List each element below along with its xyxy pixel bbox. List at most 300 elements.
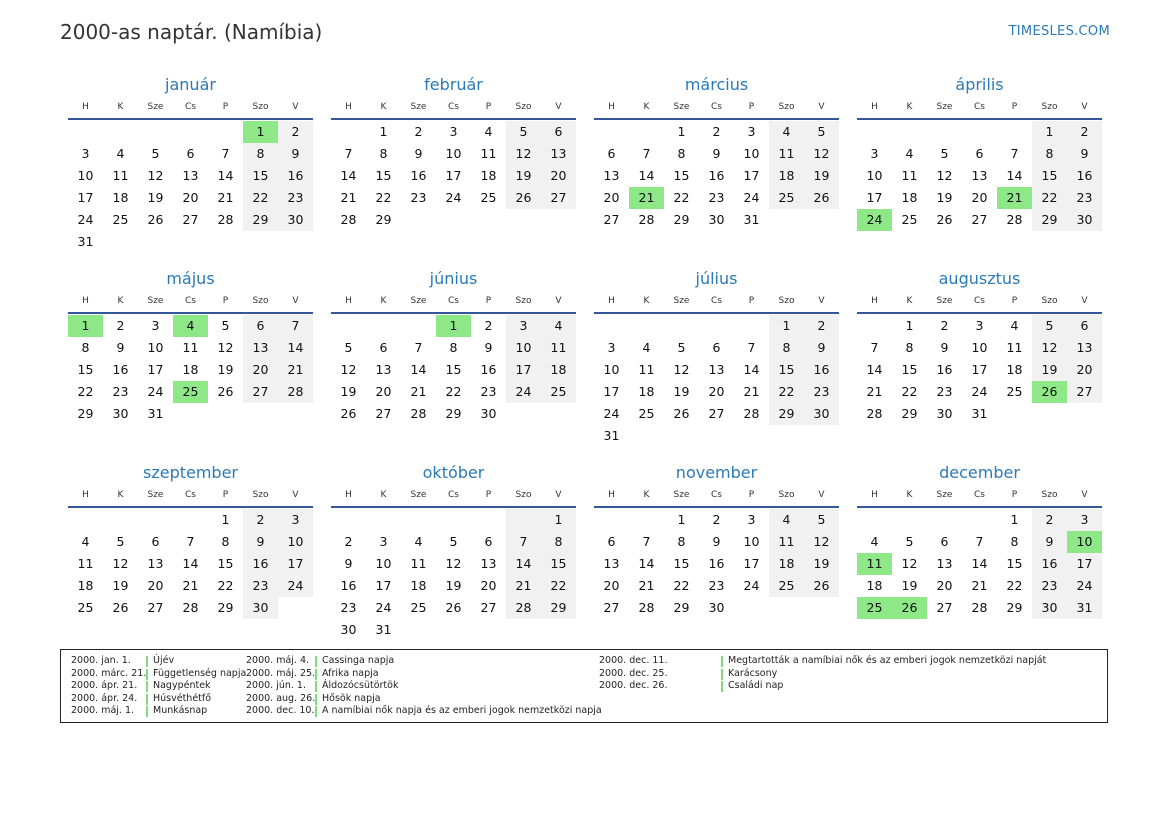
- day-cell: 23: [708, 578, 725, 593]
- day-cell: 18: [541, 359, 576, 381]
- day-grid: [594, 508, 839, 619]
- day-cell: 17: [743, 556, 760, 571]
- day-cell: 27: [603, 600, 620, 615]
- holiday-marker: [315, 694, 317, 705]
- weekday-label: Szo: [778, 296, 795, 306]
- weekday-label: K: [117, 490, 124, 500]
- month-name: március: [684, 75, 749, 94]
- month-block: [594, 268, 839, 447]
- legend-row: [246, 692, 381, 706]
- holiday-day-cell: 11: [857, 553, 892, 575]
- day-cell: 6: [1067, 315, 1102, 337]
- weekday-header-row: [68, 96, 313, 120]
- day-cell: 29: [375, 212, 392, 227]
- day-cell: 24: [743, 190, 760, 205]
- weekday-label: Sze: [410, 296, 427, 306]
- weekday-label: P: [748, 102, 755, 112]
- legend-row: [71, 692, 212, 706]
- holiday-name: Húsvéthétfő: [153, 692, 212, 704]
- day-cell: 23: [480, 384, 497, 399]
- page-title: 2000-as naptár. (Namíbia): [60, 20, 323, 44]
- holiday-date: 2000. ápr. 21.: [71, 680, 138, 692]
- day-cell: 20: [147, 578, 164, 593]
- holiday-name: Újév: [153, 655, 175, 666]
- holiday-name: Áldozócsütörtök: [322, 680, 399, 692]
- day-cell: 1: [1010, 512, 1019, 527]
- weekday-label: Cs: [185, 296, 196, 306]
- day-cell: 23: [112, 384, 129, 399]
- day-cell: 15: [673, 556, 690, 571]
- day-cell: 16: [410, 168, 427, 183]
- weekday-label: P: [485, 102, 492, 112]
- day-cell: 6: [186, 146, 195, 161]
- day-cell: 17: [866, 190, 883, 205]
- legend-row: [246, 680, 399, 693]
- empty-cell: [857, 121, 892, 143]
- day-cell: 5: [804, 121, 839, 143]
- weekday-label: Sze: [936, 296, 953, 306]
- weekday-label: K: [906, 102, 913, 112]
- day-cell: 3: [506, 315, 541, 337]
- day-cell: 1: [221, 512, 230, 527]
- weekday-label: V: [1081, 102, 1088, 112]
- day-cell: 4: [769, 121, 804, 143]
- day-cell: 28: [971, 600, 988, 615]
- holiday-name: A namíbiai nők napja és az emberi jogok nemzetközi napja: [322, 705, 602, 717]
- day-cell: 4: [541, 315, 576, 337]
- day-cell: 16: [243, 553, 278, 575]
- day-cell: 13: [243, 337, 278, 359]
- day-cell: 20: [603, 190, 620, 205]
- day-cell: 17: [1067, 553, 1102, 575]
- day-cell: 22: [243, 187, 278, 209]
- day-cell: 31: [147, 406, 164, 421]
- holiday-name: Afrika napja: [322, 667, 379, 679]
- day-cell: 5: [1032, 315, 1067, 337]
- weekday-header-row: [331, 484, 576, 508]
- weekday-label: P: [748, 296, 755, 306]
- day-cell: 24: [375, 600, 392, 615]
- weekday-label: K: [643, 102, 650, 112]
- holiday-date: 2000. dec. 25.: [599, 667, 668, 679]
- day-cell: 18: [112, 190, 129, 205]
- day-cell: 5: [116, 534, 125, 549]
- holiday-name: Hősök napja: [322, 692, 381, 704]
- weekday-header-row: [594, 96, 839, 120]
- holiday-marker: [721, 681, 723, 692]
- day-cell: 14: [506, 553, 541, 575]
- empty-cell: [208, 121, 243, 143]
- weekday-label: H: [871, 296, 878, 306]
- day-cell: 27: [1067, 381, 1102, 403]
- day-cell: 16: [1067, 165, 1102, 187]
- day-cell: 23: [804, 381, 839, 403]
- day-cell: 28: [340, 212, 357, 227]
- day-cell: 8: [81, 340, 90, 355]
- day-cell: 29: [673, 600, 690, 615]
- day-cell: 23: [1067, 187, 1102, 209]
- day-cell: 16: [1032, 553, 1067, 575]
- holiday-day-cell: 24: [857, 209, 892, 231]
- empty-cell: [401, 315, 436, 337]
- weekday-label: Sze: [673, 296, 690, 306]
- day-cell: 13: [1067, 337, 1102, 359]
- day-cell: 13: [603, 168, 620, 183]
- day-cell: 14: [278, 337, 313, 359]
- day-cell: 6: [975, 146, 984, 161]
- day-cell: 15: [541, 553, 576, 575]
- day-grid: [594, 120, 839, 231]
- weekday-label: Szo: [778, 102, 795, 112]
- day-cell: 3: [449, 124, 458, 139]
- day-cell: 5: [804, 509, 839, 531]
- empty-cell: [331, 315, 366, 337]
- month-name: augusztus: [938, 269, 1021, 288]
- day-cell: 9: [278, 143, 313, 165]
- holiday-day-cell: 21: [997, 187, 1032, 209]
- day-cell: 14: [866, 362, 883, 377]
- day-cell: 8: [1010, 534, 1019, 549]
- day-cell: 22: [375, 190, 392, 205]
- day-cell: 13: [541, 143, 576, 165]
- month-block: [857, 268, 1102, 447]
- day-cell: 1: [769, 315, 804, 337]
- weekday-header-row: [594, 484, 839, 508]
- empty-cell: [401, 509, 436, 531]
- day-cell: 16: [340, 578, 357, 593]
- day-cell: 24: [743, 578, 760, 593]
- day-cell: 22: [445, 384, 462, 399]
- day-cell: 22: [217, 578, 234, 593]
- day-cell: 27: [936, 600, 953, 615]
- day-cell: 27: [375, 406, 392, 421]
- holiday-name: Családi nap: [728, 680, 784, 692]
- day-cell: 13: [603, 556, 620, 571]
- day-grid: [857, 508, 1102, 619]
- day-cell: 7: [870, 340, 879, 355]
- weekday-label: V: [818, 102, 825, 112]
- day-cell: 25: [769, 187, 804, 209]
- legend-column: [599, 655, 1047, 693]
- day-cell: 15: [375, 168, 392, 183]
- day-cell: 4: [769, 509, 804, 531]
- holiday-day-cell: 1: [68, 315, 103, 337]
- day-cell: 2: [278, 121, 313, 143]
- empty-cell: [366, 509, 401, 531]
- empty-cell: [629, 121, 664, 143]
- day-cell: 10: [603, 362, 620, 377]
- empty-cell: [594, 121, 629, 143]
- weekday-header-row: [331, 290, 576, 314]
- day-cell: 10: [866, 168, 883, 183]
- legend-row: [599, 655, 1047, 668]
- day-cell: 22: [901, 384, 918, 399]
- day-cell: 29: [901, 406, 918, 421]
- day-cell: 4: [1010, 318, 1019, 333]
- day-cell: 5: [506, 121, 541, 143]
- holiday-day-cell: 1: [436, 315, 471, 337]
- day-cell: 19: [112, 578, 129, 593]
- empty-cell: [962, 509, 997, 531]
- day-cell: 2: [712, 512, 721, 527]
- empty-cell: [138, 509, 173, 531]
- day-cell: 21: [340, 190, 357, 205]
- day-cell: 31: [375, 622, 392, 637]
- day-cell: 9: [116, 340, 125, 355]
- holiday-marker: [721, 669, 723, 680]
- day-grid: [68, 314, 313, 425]
- day-cell: 6: [712, 340, 721, 355]
- weekday-label: V: [555, 102, 562, 112]
- day-cell: 9: [1067, 143, 1102, 165]
- holiday-date: 2000. jún. 1.: [246, 680, 307, 692]
- day-cell: 3: [379, 534, 388, 549]
- day-cell: 25: [480, 190, 497, 205]
- month-name: május: [166, 269, 215, 288]
- day-grid: [68, 508, 313, 619]
- day-cell: 26: [804, 575, 839, 597]
- weekday-header-row: [68, 484, 313, 508]
- day-cell: 13: [182, 168, 199, 183]
- day-cell: 5: [151, 146, 160, 161]
- empty-cell: [629, 315, 664, 337]
- empty-cell: [699, 315, 734, 337]
- day-cell: 14: [340, 168, 357, 183]
- day-cell: 30: [1032, 597, 1067, 619]
- day-cell: 17: [743, 168, 760, 183]
- empty-cell: [173, 509, 208, 531]
- day-cell: 12: [673, 362, 690, 377]
- day-cell: 11: [769, 143, 804, 165]
- empty-cell: [103, 121, 138, 143]
- day-cell: 15: [673, 168, 690, 183]
- day-cell: 31: [1067, 597, 1102, 619]
- weekday-label: H: [82, 102, 89, 112]
- day-cell: 12: [506, 143, 541, 165]
- month-name: október: [422, 463, 485, 482]
- day-cell: 14: [971, 556, 988, 571]
- weekday-label: Sze: [147, 296, 164, 306]
- month-name: február: [424, 75, 483, 94]
- weekday-label: V: [818, 490, 825, 500]
- day-grid: [331, 120, 576, 231]
- year-calendar: [68, 74, 1102, 641]
- day-cell: 25: [901, 212, 918, 227]
- weekday-label: P: [748, 490, 755, 500]
- day-cell: 26: [445, 600, 462, 615]
- day-cell: 4: [642, 340, 651, 355]
- day-cell: 26: [804, 187, 839, 209]
- weekday-label: Cs: [711, 490, 722, 500]
- day-cell: 4: [870, 534, 879, 549]
- holiday-day-cell: 25: [173, 381, 208, 403]
- weekday-label: Cs: [711, 296, 722, 306]
- day-cell: 22: [1032, 187, 1067, 209]
- day-cell: 26: [936, 212, 953, 227]
- holiday-day-cell: 4: [173, 315, 208, 337]
- day-cell: 30: [936, 406, 953, 421]
- day-cell: 15: [901, 362, 918, 377]
- day-cell: 16: [804, 359, 839, 381]
- day-cell: 15: [77, 362, 94, 377]
- day-cell: 10: [278, 531, 313, 553]
- weekday-label: Cs: [185, 102, 196, 112]
- holiday-marker: [721, 656, 723, 667]
- weekday-label: H: [345, 296, 352, 306]
- weekday-header-row: [857, 96, 1102, 120]
- weekday-label: K: [906, 296, 913, 306]
- day-cell: 12: [147, 168, 164, 183]
- day-cell: 19: [506, 165, 541, 187]
- holiday-name: Karácsony: [728, 667, 778, 679]
- day-cell: 1: [1032, 121, 1067, 143]
- day-cell: 10: [445, 146, 462, 161]
- holiday-date: 2000. dec. 26.: [599, 680, 668, 692]
- day-cell: 4: [484, 124, 493, 139]
- day-cell: 15: [1006, 556, 1023, 571]
- day-cell: 8: [677, 534, 686, 549]
- day-cell: 20: [375, 384, 392, 399]
- day-cell: 22: [1006, 578, 1023, 593]
- day-cell: 31: [77, 234, 94, 249]
- holiday-date: 2000. dec. 11.: [599, 655, 668, 666]
- weekday-label: Szo: [1041, 296, 1058, 306]
- day-cell: 6: [607, 146, 616, 161]
- day-cell: 8: [769, 337, 804, 359]
- holiday-marker: [146, 694, 148, 705]
- brand-link[interactable]: TIMESLES.COM: [1008, 24, 1110, 39]
- day-cell: 24: [147, 384, 164, 399]
- day-cell: 13: [147, 556, 164, 571]
- weekday-label: Sze: [410, 490, 427, 500]
- day-cell: 1: [677, 124, 686, 139]
- day-cell: 29: [77, 406, 94, 421]
- day-cell: 31: [971, 406, 988, 421]
- day-cell: 7: [747, 340, 756, 355]
- day-cell: 29: [1006, 600, 1023, 615]
- day-cell: 8: [221, 534, 230, 549]
- weekday-label: K: [643, 490, 650, 500]
- weekday-label: P: [222, 490, 229, 500]
- day-cell: 24: [603, 406, 620, 421]
- day-cell: 3: [747, 124, 756, 139]
- day-cell: 10: [375, 556, 392, 571]
- day-cell: 28: [866, 406, 883, 421]
- day-cell: 16: [480, 362, 497, 377]
- day-cell: 7: [278, 315, 313, 337]
- day-cell: 25: [410, 600, 427, 615]
- day-cell: 26: [217, 384, 234, 399]
- day-cell: 3: [151, 318, 160, 333]
- day-cell: 27: [243, 381, 278, 403]
- day-cell: 28: [638, 600, 655, 615]
- weekday-label: K: [380, 490, 387, 500]
- day-cell: 9: [712, 146, 721, 161]
- day-cell: 8: [677, 146, 686, 161]
- day-cell: 30: [112, 406, 129, 421]
- day-cell: 7: [221, 146, 230, 161]
- empty-cell: [436, 509, 471, 531]
- month-name: november: [675, 463, 758, 482]
- day-cell: 2: [414, 124, 423, 139]
- weekday-label: V: [292, 490, 299, 500]
- weekday-label: H: [608, 296, 615, 306]
- day-cell: 14: [638, 556, 655, 571]
- day-cell: 20: [936, 578, 953, 593]
- day-cell: 7: [186, 534, 195, 549]
- weekday-label: P: [1011, 490, 1018, 500]
- day-cell: 3: [975, 318, 984, 333]
- day-cell: 12: [217, 340, 234, 355]
- day-cell: 22: [77, 384, 94, 399]
- weekday-label: V: [555, 296, 562, 306]
- day-cell: 17: [278, 553, 313, 575]
- empty-cell: [68, 509, 103, 531]
- day-cell: 7: [344, 146, 353, 161]
- holiday-marker: [315, 656, 317, 667]
- day-cell: 27: [971, 212, 988, 227]
- day-cell: 30: [804, 403, 839, 425]
- holiday-day-cell: 10: [1067, 531, 1102, 553]
- weekday-label: Sze: [673, 490, 690, 500]
- day-cell: 6: [243, 315, 278, 337]
- day-cell: 12: [112, 556, 129, 571]
- day-cell: 18: [1006, 362, 1023, 377]
- day-cell: 20: [541, 165, 576, 187]
- day-cell: 19: [1032, 359, 1067, 381]
- day-cell: 4: [905, 146, 914, 161]
- day-cell: 20: [971, 190, 988, 205]
- day-cell: 1: [905, 318, 914, 333]
- day-cell: 2: [1067, 121, 1102, 143]
- weekday-label: Szo: [252, 102, 269, 112]
- weekday-label: K: [117, 102, 124, 112]
- day-cell: 28: [278, 381, 313, 403]
- holiday-date: 2000. dec. 10.: [246, 705, 315, 717]
- empty-cell: [331, 509, 366, 531]
- day-cell: 28: [1006, 212, 1023, 227]
- day-cell: 19: [147, 190, 164, 205]
- day-cell: 31: [743, 212, 760, 227]
- day-grid: [331, 314, 576, 425]
- holiday-marker: [146, 669, 148, 680]
- empty-cell: [857, 315, 892, 337]
- day-cell: 16: [936, 362, 953, 377]
- holiday-marker: [146, 706, 148, 717]
- day-grid: [68, 120, 313, 253]
- day-cell: 17: [77, 190, 94, 205]
- weekday-label: H: [871, 490, 878, 500]
- day-cell: 5: [449, 534, 458, 549]
- weekday-label: P: [1011, 296, 1018, 306]
- day-cell: 12: [804, 143, 839, 165]
- weekday-label: Cs: [974, 102, 985, 112]
- weekday-label: P: [1011, 102, 1018, 112]
- day-cell: 9: [940, 340, 949, 355]
- day-cell: 7: [642, 534, 651, 549]
- empty-cell: [366, 315, 401, 337]
- holiday-day-cell: 26: [1032, 381, 1067, 403]
- legend-column: [246, 655, 602, 718]
- weekday-label: H: [82, 490, 89, 500]
- holiday-date: 2000. jan. 1.: [71, 655, 131, 666]
- day-cell: 26: [340, 406, 357, 421]
- day-cell: 21: [743, 384, 760, 399]
- day-cell: 27: [603, 212, 620, 227]
- day-cell: 12: [936, 168, 953, 183]
- day-cell: 30: [480, 406, 497, 421]
- day-cell: 11: [182, 340, 199, 355]
